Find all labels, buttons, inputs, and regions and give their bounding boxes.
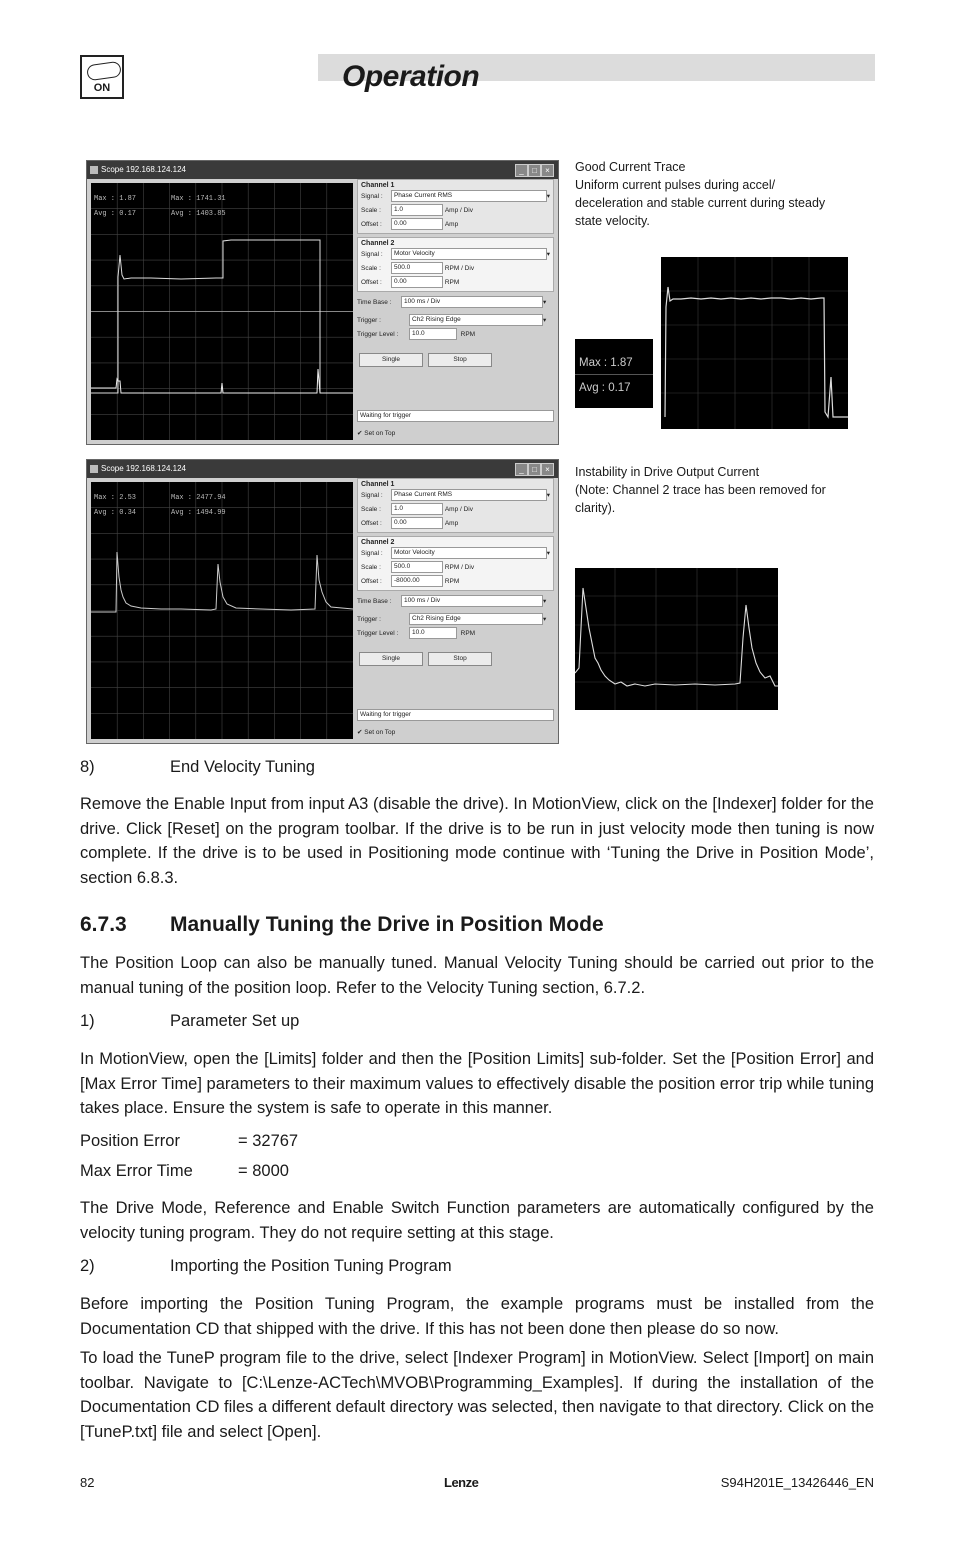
single-button[interactable]: Single — [359, 353, 423, 367]
caption-unstable-title: Instability in Drive Output Current — [575, 465, 760, 479]
timebase-select[interactable]: 100 ms / Div — [401, 595, 543, 607]
scope-plot — [91, 183, 353, 440]
chevron-down-icon[interactable]: ▾ — [546, 193, 550, 200]
switch-on-label: ON — [93, 82, 111, 94]
scope-window-good — [86, 160, 559, 445]
channel2-label: Channel 2 — [361, 240, 395, 247]
channel2-signal-select[interactable]: Motor Velocity — [391, 248, 547, 260]
chevron-down-icon[interactable]: ▾ — [546, 251, 550, 258]
paragraph-before-importing: Before importing the Position Tuning Program, the example programs must be installed from the Documentation CD that shipped with the drive. If this has not been done then please do so now. — [80, 1295, 874, 1338]
channel1-group: Channel 1 Signal : Phase Current RMS ▾ Scale : 1.0 Amp / Div Offset : 0.00 Amp — [357, 478, 554, 533]
channel1-signal-select[interactable]: Phase Current RMS — [391, 489, 547, 501]
maximize-icon[interactable]: □ — [528, 463, 541, 476]
step-2-title: Importing the Position Tuning Program — [170, 1257, 452, 1275]
inset-readout — [575, 339, 653, 408]
readout-max: Max : 2.53 — [94, 494, 137, 502]
stop-button[interactable]: Stop — [428, 353, 492, 367]
page-title: Operation — [342, 60, 480, 93]
set-on-top-checkbox[interactable]: ✔ Set on Top — [357, 430, 396, 437]
paragraph-limits: In MotionView, open the [Limits] folder and then the [Position Limits] sub-folder. Set the [Position Error] and [Max Error Time] parameters to their maximum values to effectively disable the position error trip while tuning takes place. Ensure the system is safe to operate in this manner. — [80, 1050, 874, 1117]
param-max-error-time-name: Max Error Time — [80, 1162, 193, 1180]
caption-unstable — [575, 463, 837, 517]
param-position-error-value: = 32767 — [238, 1132, 299, 1150]
scope-titlebar — [87, 460, 558, 478]
channel1-group: Channel 1 Signal : Phase Current RMS ▾ Scale : 1.0 Amp / Div Offset : 0.00 Amp — [357, 179, 554, 234]
inset-avg: Avg : 0.17 — [579, 382, 631, 394]
page-number: 82 — [80, 1475, 95, 1490]
channel1-label: Channel 1 — [361, 481, 395, 488]
set-on-top-checkbox[interactable]: ✔ Set on Top — [357, 729, 396, 736]
status-field: Waiting for trigger — [357, 410, 554, 422]
scope-window-unstable — [86, 459, 559, 744]
channel2-offset-input[interactable]: -8000.00 — [391, 575, 443, 587]
caption-good-title: Good Current Trace — [575, 160, 686, 174]
section-number: 6.7.3 — [80, 913, 127, 936]
section-heading: Manually Tuning the Drive in Position Mode — [170, 913, 604, 936]
channel1-label: Channel 1 — [361, 182, 395, 189]
scope-title: Scope 192.168.124.124 — [101, 464, 186, 473]
param-position-error-name: Position Error — [80, 1132, 180, 1150]
caption-unstable-text: (Note: Channel 2 trace has been removed for clarity). — [575, 483, 826, 515]
step-1-title: Parameter Set up — [170, 1012, 300, 1030]
inset-good-trace — [661, 257, 848, 429]
scope-plot — [91, 482, 353, 739]
scope-titlebar — [87, 161, 558, 179]
paragraph-load-tunep: To load the TuneP program file to the drive, select [Indexer Program] in MotionView. Select [Import] on main toolbar. Navigate to [C:\Lenze-ACTech\MVOB\Programming_Examples]. If during the installation of the Documentation CD files a different default directory was selected, then navigate to that directory. Click on the [TuneP.txt] file and select [Open]. — [80, 1349, 874, 1441]
inset-unstable-trace — [575, 568, 778, 710]
document-id: S94H201E_13426446_EN — [720, 1475, 874, 1490]
stop-button[interactable]: Stop — [428, 652, 492, 666]
status-field: Waiting for trigger — [357, 709, 554, 721]
readout-avg: Avg : 0.34 — [94, 509, 137, 517]
timebase-select[interactable]: 100 ms / Div — [401, 296, 543, 308]
chevron-down-icon[interactable]: ▾ — [546, 492, 550, 499]
paragraph-drive-mode: The Drive Mode, Reference and Enable Switch Function parameters are automatically configured by the velocity tuning program. They do not require setting at this stage. — [80, 1199, 874, 1242]
readout-avg-ch2: Avg : 1403.85 — [171, 210, 226, 218]
channel2-group: Channel 2 Signal : Motor Velocity ▾ Scale : 500.0 RPM / Div Offset : 0.00 RPM — [357, 237, 554, 292]
maximize-icon[interactable]: □ — [528, 164, 541, 177]
channel1-offset-input[interactable]: 0.00 — [391, 218, 443, 230]
readout-avg-ch2: Avg : 1494.99 — [171, 509, 226, 517]
scope-title: Scope 192.168.124.124 — [101, 165, 186, 174]
inset-max: Max : 1.87 — [579, 357, 633, 369]
chevron-down-icon[interactable]: ▾ — [543, 317, 547, 324]
app-icon — [90, 166, 98, 174]
caption-good — [575, 158, 837, 230]
single-button[interactable]: Single — [359, 652, 423, 666]
close-icon[interactable]: × — [541, 164, 554, 177]
channel1-scale-input[interactable]: 1.0 — [391, 204, 443, 216]
chevron-down-icon[interactable]: ▾ — [543, 616, 547, 623]
channel2-group: Channel 2 Signal : Motor Velocity ▾ Scale : 500.0 RPM / Div Offset : -8000.00 RPM — [357, 536, 554, 591]
channel2-scale-input[interactable]: 500.0 — [391, 262, 443, 274]
checkmark-icon: ✔ — [357, 729, 363, 736]
step-8-title: End Velocity Tuning — [170, 758, 315, 776]
minimize-icon[interactable]: _ — [515, 164, 528, 177]
brand-logo: Lenze — [444, 1475, 479, 1490]
close-icon[interactable]: × — [541, 463, 554, 476]
channel2-signal-select[interactable]: Motor Velocity — [391, 547, 547, 559]
trigger-select[interactable]: Ch2 Rising Edge — [409, 314, 543, 326]
chevron-down-icon[interactable]: ▾ — [543, 299, 547, 306]
checkmark-icon: ✔ — [357, 430, 363, 437]
channel1-scale-input[interactable]: 1.0 — [391, 503, 443, 515]
scope-settings-panel: Channel 1 Signal : Phase Current RMS ▾ Scale : 1.0 Amp / Div Offset : 0.00 Amp Channel 2 Signal : Motor Velocity ▾ Scale : 500.0 RPM / Div Offset : 0.00 RPM Time Base : 100 ms / Div ▾ Trigger : Ch2 Rising Edge ▾ Trigger Level : 10.0 RPM Single Stop Waiting for trigger ✔ Set on Top — [357, 179, 554, 440]
readout-avg: Avg : 0.17 — [94, 210, 137, 218]
readout-max-ch2: Max : 1741.31 — [171, 195, 226, 203]
channel2-label: Channel 2 — [361, 539, 395, 546]
param-max-error-time-value: = 8000 — [238, 1162, 289, 1180]
caption-good-text: Uniform current pulses during accel/ deceleration and stable current during steady state velocity. — [575, 178, 826, 228]
power-switch-icon — [80, 55, 124, 99]
step-8-number: 8) — [80, 758, 95, 776]
step-1-number: 1) — [80, 1012, 95, 1030]
channel2-offset-input[interactable]: 0.00 — [391, 276, 443, 288]
app-icon — [90, 465, 98, 473]
channel1-offset-input[interactable]: 0.00 — [391, 517, 443, 529]
scope-settings-panel: Channel 1 Signal : Phase Current RMS ▾ Scale : 1.0 Amp / Div Offset : 0.00 Amp Channel 2 Signal : Motor Velocity ▾ Scale : 500.0 RPM / Div Offset : -8000.00 RPM Time Base : 100 ms / Div ▾ Trigger : Ch2 Rising Edge ▾ Trigger Level : 10.0 RPM Single Stop Waiting for trigger ✔ Set on Top — [357, 478, 554, 739]
channel2-scale-input[interactable]: 500.0 — [391, 561, 443, 573]
step-2-number: 2) — [80, 1257, 95, 1275]
channel1-signal-select[interactable]: Phase Current RMS — [391, 190, 547, 202]
chevron-down-icon[interactable]: ▾ — [543, 598, 547, 605]
readout-max: Max : 1.87 — [94, 195, 137, 203]
trigger-level-input[interactable]: 10.0 — [409, 328, 457, 340]
chevron-down-icon[interactable]: ▾ — [546, 550, 550, 557]
paragraph-position-loop: The Position Loop can also be manually tuned. Manual Velocity Tuning should be carried out prior to the manual tuning of the position loop. Refer to the Velocity Tuning section, 6.7.2. — [80, 954, 874, 997]
trigger-select[interactable]: Ch2 Rising Edge — [409, 613, 543, 625]
paragraph-end-velocity: Remove the Enable Input from input A3 (disable the drive). In MotionView, click on the [Indexer] folder for the drive. Click [Reset] on the program toolbar. If the drive is to be run in just velocity mode then tuning is now complete. If the drive is to be used in Positioning mode continue with ‘Tuning the Drive in Position Mode’, section 6.8.3. — [80, 795, 874, 887]
readout-max-ch2: Max : 2477.94 — [171, 494, 226, 502]
trigger-level-input[interactable]: 10.0 — [409, 627, 457, 639]
minimize-icon[interactable]: _ — [515, 463, 528, 476]
